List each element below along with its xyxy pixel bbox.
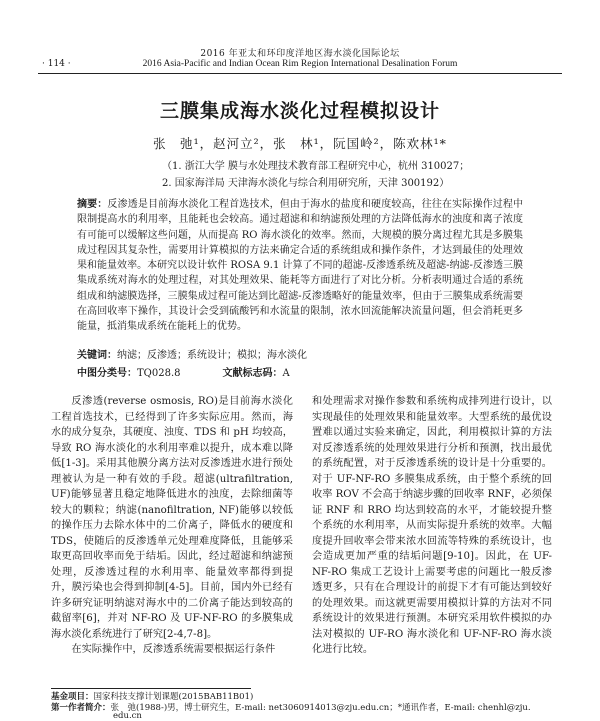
abstract — [77, 197, 523, 335]
body-paragraph: 和处理需求对操作参数和系统构成排列进行设计，以实现最佳的处理效果和能量效率。大型系统的最优设置难以通过实验来确定，因此，利用模拟计算的方法对反渗透系统的处理效果进行分析和预测，找出最优的系统配置，对于反渗透系统的设计是十分重要的。对于 UF-NF-RO 多膜集成系统，由于整个系统的回收率 ROV 不会高于纳滤步骤的回收率 RNF，必须保证 RNF 和 RRO 均达到较高的水平，才能较提升整个系统的水利用率，从而实际提升系统的效率。大幅度提升回收率会带来浓水回流等特殊的系统设计，也会造成更加严重的结垢问题[9-10]。因此，在 UF-NF-RO 集成工艺设计上需要考虑的问题比一般反渗透更多，只有在合理设计的前提下才有可能达到较好的处理效果。而这就更需要用模拟计算的方法对不同系统设计的效果进行预测。本研究采用软件模拟的办法对模拟的 UF-RO 海水淡化和 UF-NF-RO 海水淡化进行比较。 — [312, 396, 552, 655]
footnote-label: 基金项目： — [51, 692, 94, 702]
doc-code-label: 文献标志码： — [222, 368, 283, 379]
footnote-rule — [51, 688, 251, 689]
keywords-label: 关键词： — [77, 350, 117, 361]
footnote-text: 国家科技支撑计划课题(2015BAB11B01) — [93, 692, 254, 702]
running-header-en: 2016 Asia-Pacific and Indian Ocean Rim Region International Desalination Forum — [142, 59, 458, 69]
clc-label: 中图分类号： — [77, 368, 137, 379]
body-column-left — [51, 394, 293, 658]
affiliation-1: （1. 浙江大学 膜与水处理技术教育部工程研究中心，杭州 310027； — [162, 161, 470, 172]
footnote-label: 第一作者简介： — [51, 703, 111, 713]
running-header-cn: 2016 年亚太和环印度洋地区海水淡化国际论坛 — [200, 49, 400, 59]
page-number: · 114 · — [42, 59, 71, 69]
author-list: 张 弛¹，赵河立²，张 林¹，阮国岭²，陈欢林¹* — [153, 136, 447, 151]
clc-value: TQ028.8 — [137, 368, 181, 379]
classification-line — [77, 364, 290, 379]
body-paragraph: 反渗透(reverse osmosis, RO)是目前海水淡化工程首选技术，已经得到了许多实际应用。然而，海水的成分复杂，其硬度、浊度、TDS 和 pH 均较高，导致 RO 海水淡化的水利用率难以提升，成本难以降低[1-3]。采用其他膜分离方法对反渗透进水进行预处理被认为是一种有效的手段。超滤(ultrafiltration, UF)能够显著且稳定地降低进水的浊度，去除细菌等较大的颗粒；纳滤(nanofiltration, NF)能够以较低的操作压力去除水体中的二价离子，降低水的硬度和 TDS，使随后的反渗透单元处理难度降低，且能够采取更高回收率而免于结垢。因此，经过超滤和纳滤预处理，反渗透过程的水利用率、能量效率都得到提升，膜污染也会得到抑制[4-5]。目前，国内外已经有许多研究证明纳滤对海水中的二价离子能达到较高的截留率[6]，并对 NF-RO 及 UF-NF-RO 的多膜集成海水淡化系统进行了研究[2-4,7-8]。 — [51, 396, 293, 640]
doc-code-value: A — [282, 368, 290, 379]
keywords-text: 纳滤；反渗透；系统设计；模拟；海水淡化 — [117, 350, 307, 361]
body-paragraph: 在实际操作中，反渗透系统需要根据运行条件 — [71, 644, 276, 655]
paper-title: 三膜集成海水淡化过程模拟设计 — [159, 100, 440, 122]
footnote-continued — [113, 711, 142, 721]
footnote-text: 张 弛(1988-)男，博士研究生，E-mail: net3060914013@zju.edu.cn；*通讯作者，E-mail: chenhl@zju. — [110, 703, 531, 713]
abstract-label: 摘要： — [77, 199, 108, 210]
affiliation-2: 2. 国家海洋局 天津海水淡化与综合利用研究所，天津 300192） — [162, 178, 450, 189]
abstract-text: 反渗透是目前海水淡化工程首选技术，但由于海水的盐度和硬度较高，往往在实际操作过程中限制提高水的利用率，且能耗也会较高。通过超滤和和纳滤预处理的方法降低海水的浊度和离子浓度有可能可以缓解这些问题，从而提高 RO 海水淡化的效率。然而，大规模的膜分离过程尤其是多膜集成过程因其复杂性，需要用计算模拟的方法来确定合适的系统组成和操作条件，才达到最佳的处理效果和能量效率。本研究以设计软件 ROSA 9.1 计算了不同的超滤-反渗透系统及超滤-纳滤-反渗透三膜集成系统对海水的处理过程，对其处理效果、能耗等方面进行了对比分析。分析表明通过合适的系统组成和纳滤膜选择，三膜集成过程可能达到比超滤-反渗透略好的能量效率，但由于三膜集成系统需要在高回收率下操作，其设计会受到硫酸钙和水流量的限制，浓水回流能解决流量问题，但会消耗更多能量，抵消集成系统在能耗上的优势。 — [77, 199, 524, 333]
header-rule — [38, 73, 562, 74]
keywords — [77, 346, 307, 361]
footnote-text: edu.cn — [113, 711, 142, 721]
body-column-right — [312, 394, 552, 658]
